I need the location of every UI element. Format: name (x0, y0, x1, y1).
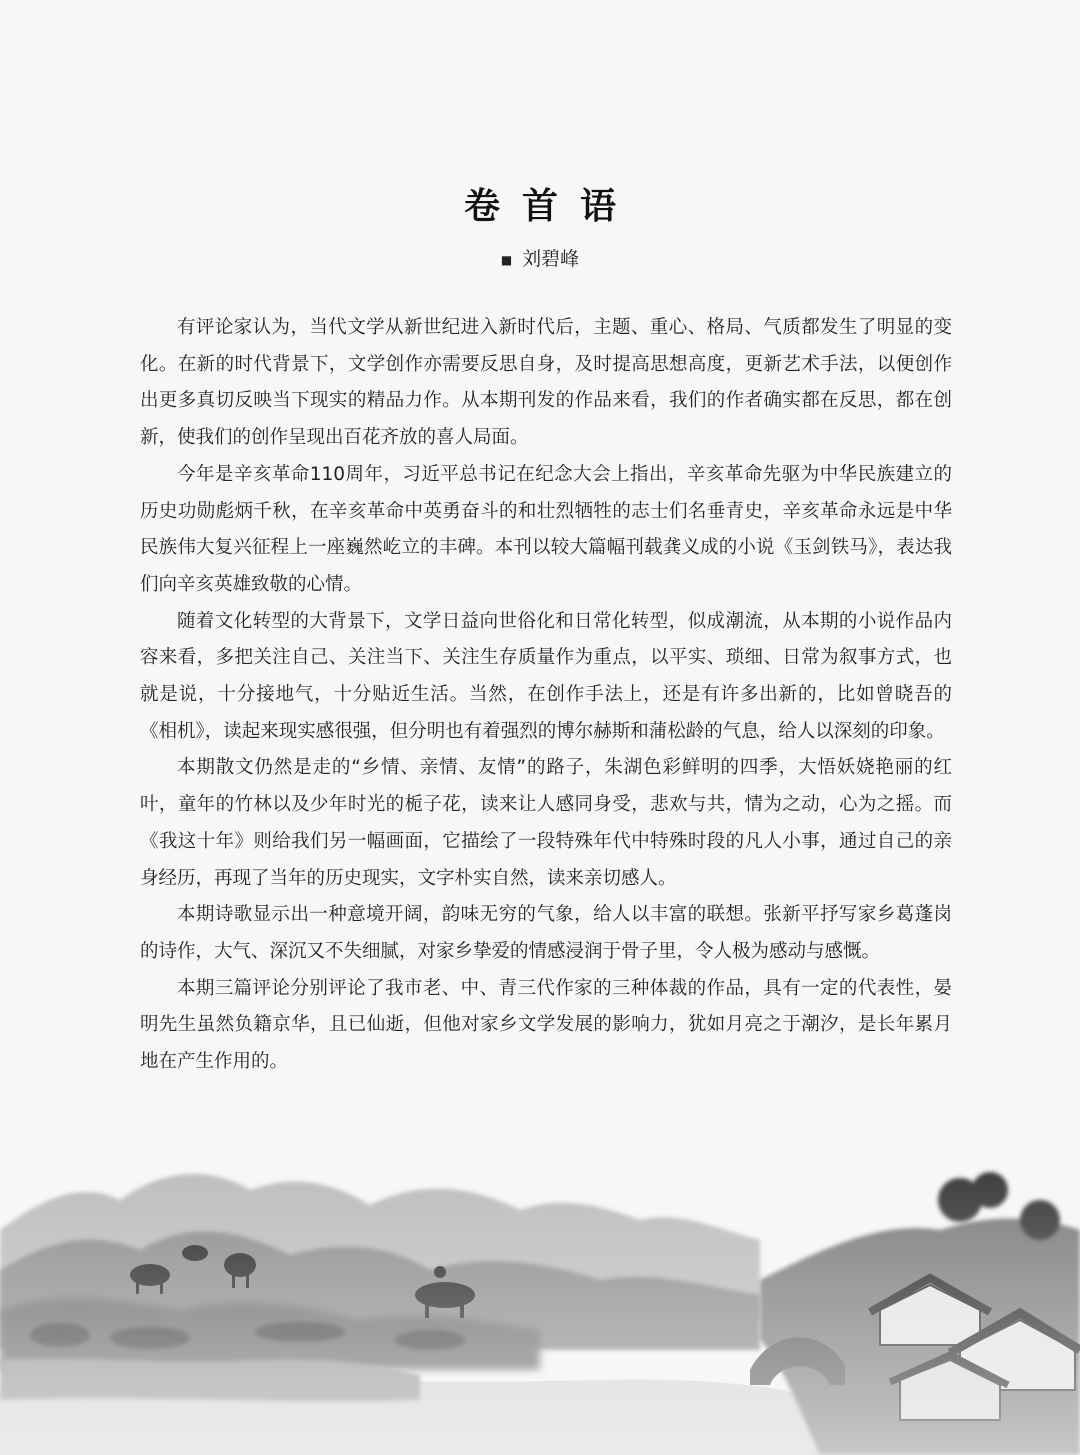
paragraph: 随着文化转型的大背景下，文学日益向世俗化和日常化转型，似成潮流，从本期的小说作品内容来看，多把关注自己、关注当下、关注生存质量作为重点，以平实、琐细、日常为叙事方式，也就是说，十分接地气，十分贴近生活。当然，在创作手法上，还是有许多出新的，比如曾晓吾的《相机》，读起来现实感很强，但分明也有着强烈的博尔赫斯和蒲松龄的气息，给人以深刻的印象。 (140, 610, 952, 742)
paragraph: 今年是辛亥革命110周年，习近平总书记在纪念大会上指出，辛亥革命先驱为中华民族建立的历史功勋彪炳千秋，在辛亥革命中英勇奋斗的和壮烈牺牲的志士们名垂青史，辛亥革命永远是中华民族伟大复兴征程上一座巍然屹立的丰碑。本刊以较大篇幅刊载龚义成的小说《玉剑铁马》，表达我们向辛亥英雄致敬的心情。 (140, 463, 952, 595)
paragraph: 本期诗歌显示出一种意境开阔，韵味无穷的气象，给人以丰富的联想。张新平抒写家乡葛蓬岗的诗作，大气、深沉又不失细腻，对家乡挚爱的情感浸润于骨子里，令人极为感动与感慨。 (140, 904, 952, 962)
article-body (140, 310, 952, 1081)
author-name: 刘碧峰 (522, 248, 580, 270)
author-byline (0, 244, 1080, 271)
square-bullet-icon: ■ (500, 252, 513, 267)
ink-landscape-illustration (0, 1160, 1080, 1455)
page-title: 卷首语 (463, 185, 638, 227)
paragraph: 本期散文仍然是走的“乡情、亲情、友情”的路子，朱湖色彩鲜明的四季，大悟妖娆艳丽的红叶，童年的竹林以及少年时光的栀子花，读来让人感同身受，悲欢与共，情为之动，心为之摇。而《我这十年》则给我们另一幅画面，它描绘了一段特殊年代中特殊时段的凡人小事，通过自己的亲身经历，再现了当年的历史现实，文字朴实自然，读来亲切感人。 (140, 757, 952, 889)
paragraph: 有评论家认为，当代文学从新世纪进入新时代后，主题、重心、格局、气质都发生了明显的变化。在新的时代背景下，文学创作亦需要反思自身，及时提高思想高度，更新艺术手法，以便创作出更多真切反映当下现实的精品力作。从本期刊发的作品来看，我们的作者确实都在反思，都在创新，使我们的创作呈现出百花齐放的喜人局面。 (140, 317, 952, 449)
paragraph: 本期三篇评论分别评论了我市老、中、青三代作家的三种体裁的作品，具有一定的代表性，晏明先生虽然负籍京华，且已仙逝，但他对家乡文学发展的影响力，犹如月亮之于潮汐，是长年累月地在产生作用的。 (140, 977, 952, 1073)
